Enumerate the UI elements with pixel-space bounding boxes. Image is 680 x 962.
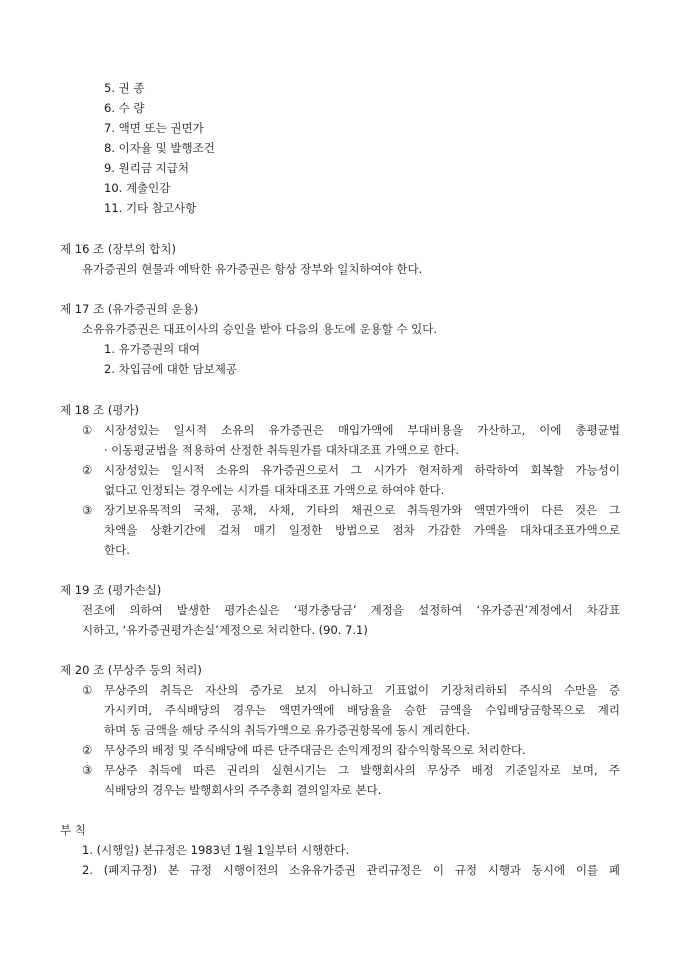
list-item: 11. 기타 참고사항 <box>104 201 197 215</box>
list-item: 8. 이자율 및 발행조건 <box>104 141 215 155</box>
clause-text: 시장성있는 일시적 소유의 유가증권으로서 그 시가가 현저하게 하락하여 회복할 가능성이 <box>104 463 620 477</box>
clause-text: 차액을 상환기간에 걸쳐 매기 일정한 방법으로 점차 가감한 가액을 대차대조표가액으로 <box>104 523 620 537</box>
supplementary-item: 2. (폐지규정) 본 규정 시행이전의 소유유가증권 관리규정은 이 규정 시행과 동시에 이를 폐 <box>82 863 620 877</box>
clause-text: 하며 동 금액을 해당 주식의 취득가액으로 유가증권항목에 동시 계리한다. <box>104 723 471 737</box>
list-item: 7. 액면 또는 권면가 <box>104 121 204 135</box>
supplementary-item: 1. (시행일) 본규정은 1983년 1월 1일부터 시행한다. <box>82 843 350 857</box>
article-18-heading: 제 18 조 (평가) <box>60 403 140 417</box>
clause-text: 무상주 취득에 따른 권리의 실현시기는 그 발행회사의 무상주 배정 기준일자로 보며, 주 <box>104 763 620 777</box>
supplementary-heading: 부 칙 <box>60 823 86 837</box>
clause-number: ① <box>82 683 93 697</box>
article-16-heading: 제 16 조 (장부의 합치) <box>60 242 176 256</box>
clause-text: 한다. <box>104 543 130 557</box>
article-19-body: 전조에 의하여 발생한 평가손실은 ‘평가충당금’ 계정을 설정하여 ‘유가증권’계정에서 차감표 <box>82 603 620 617</box>
clause-text: · 이동평균법을 적용하여 산정한 취득원가를 대차대조표 가액으로 한다. <box>104 443 460 457</box>
clause-number: ② <box>82 743 93 757</box>
clause-number: ② <box>82 463 93 477</box>
article-19-heading: 제 19 조 (평가손실) <box>60 583 162 597</box>
article-20-heading: 제 20 조 (무상주 등의 처리) <box>60 663 202 677</box>
clause-text: 가시키며, 주식배당의 경우는 액면가액에 배당율을 승한 금액을 수입배당금항목으로 계리 <box>104 703 620 717</box>
article-17-heading: 제 17 조 (유가증권의 운용) <box>60 302 199 316</box>
clause-text: 장기보유목적의 국채, 공채, 사채, 기타의 채권으로 취득원가와 액면가액이 다른 것은 그 <box>104 503 620 517</box>
clause-text: 무상주의 배정 및 주식배당에 따른 단주대금은 손익계정의 잡수익항목으로 처리한다. <box>104 743 526 757</box>
list-item: 1. 유가증권의 대여 <box>104 342 201 356</box>
article-16-body: 유가증권의 현물과 예탁한 유가증권은 항상 장부와 일치하여야 한다. <box>82 262 423 276</box>
clause-text: 무상주의 취득은 자산의 증가로 보지 아니하고 기표없이 기장처리하되 주식의 수만을 증 <box>104 683 620 697</box>
clause-number: ③ <box>82 763 93 777</box>
clause-number: ③ <box>82 503 93 517</box>
list-item: 5. 권 종 <box>104 81 145 95</box>
list-item: 2. 차입금에 대한 담보제공 <box>104 362 238 376</box>
list-item: 9. 원리금 지급처 <box>104 161 189 175</box>
list-item: 10. 계출인감 <box>104 181 171 195</box>
clause-text: 없다고 인정되는 경우에는 시가를 대차대조표 가액으로 하여야 한다. <box>104 483 445 497</box>
clause-number: ① <box>82 423 93 437</box>
clause-text: 식배당의 경우는 발행회사의 주주총회 결의일자로 본다. <box>104 783 382 797</box>
article-19-body: 시하고, ‘유가증권평가손실’계정으로 처리한다. (90. 7.1) <box>82 623 368 637</box>
article-17-body: 소유유가증권은 대표이사의 승인을 받아 다음의 용도에 운용할 수 있다. <box>82 322 438 336</box>
clause-text: 시장성있는 일시적 소유의 유가증권은 매입가액에 부대비용을 가산하고, 이에 총평균법 <box>104 423 620 437</box>
list-item: 6. 수 량 <box>104 101 145 115</box>
